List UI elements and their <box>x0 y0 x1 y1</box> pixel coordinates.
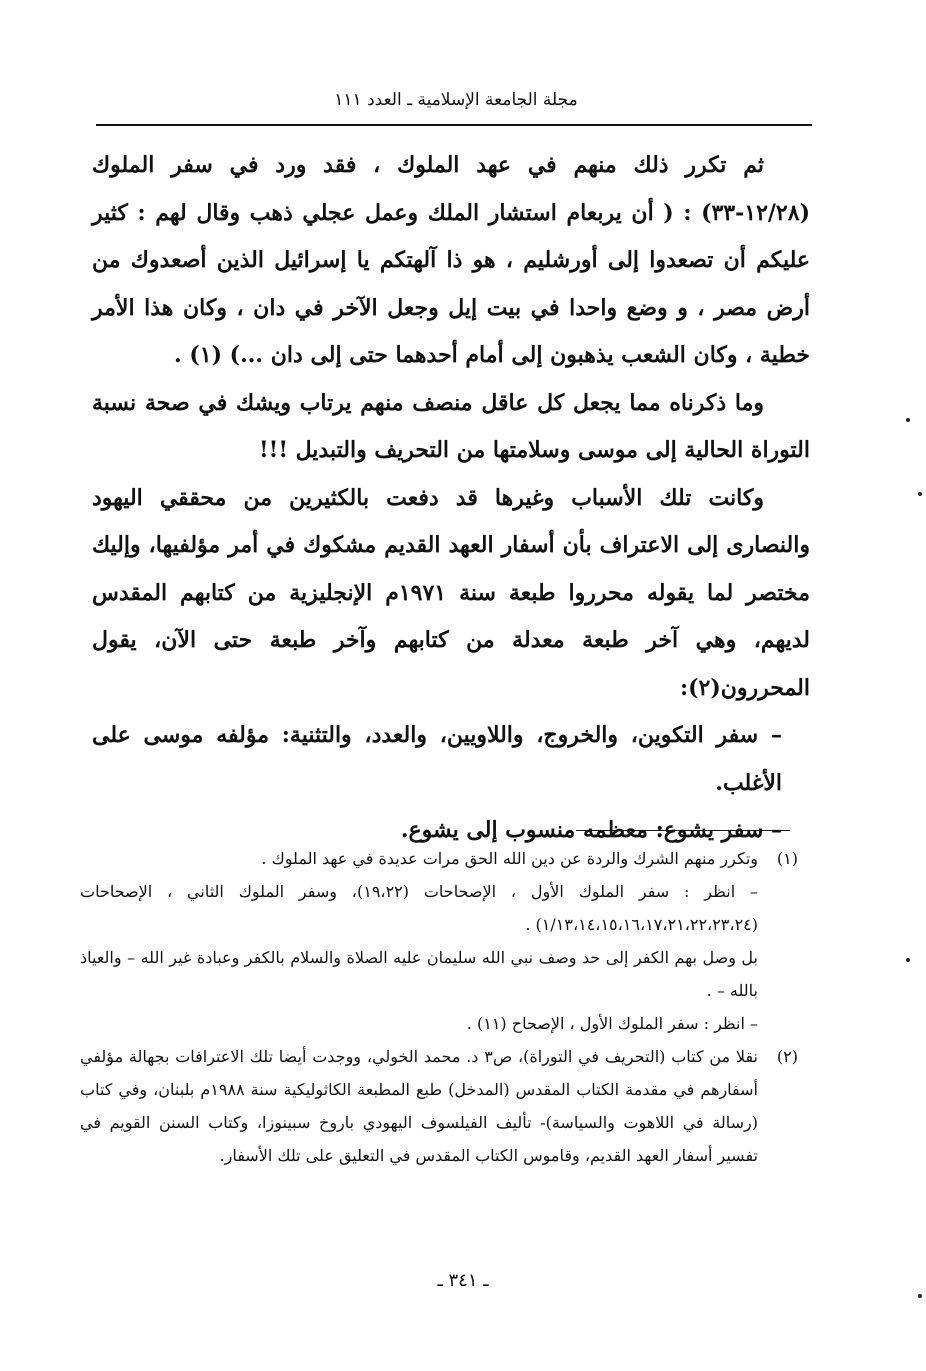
header-rule <box>96 124 812 126</box>
footnote-line: – انظر : سفر الملوك الأول ، الإصحاحات (١٩،٢٢)، وسفر الملوك الثاني ، الإصحاحات (١/١٣،١٤،١٥،١٦،١٧،٢١،٢٢،٢٣،٢٤) . <box>80 882 759 934</box>
footnote-2 <box>80 1040 798 1172</box>
page-number: ـ ٣٤١ ـ <box>437 1270 489 1291</box>
scan-speck <box>918 492 922 496</box>
list-item: – سفر يشوع: معظمه منسوب إلى يشوع. <box>400 817 782 843</box>
footnote-marker: (٢) <box>776 1047 798 1066</box>
footnote-line: بل وصل بهم الكفر إلى حد وصف نبي الله سليمان عليه الصلاة والسلام بالكفر وعبادة غير الله – والعياذ بالله – . <box>80 948 758 1000</box>
body-paragraph: وكانت تلك الأسباب وغيرها قد دفعت بالكثيرين من محققي اليهود والنصارى إلى الاعتراف بأن أسفار العهد القديم مشكوك في أمر مؤلفيها، وإليك مختصر لما يقوله محرروا طبعة سنة ١٩٧١م الإنجليزية من كتابهم المقدس لديهم، وهي آخر طبعة معدلة من كتابهم وآخر طبعة حتى الآن، يقول المحررون(٢): <box>92 484 810 701</box>
scan-speck <box>906 958 910 962</box>
footnote-line: – انظر : سفر الملوك الأول ، الإصحاح (١١) . <box>466 1014 758 1033</box>
footnote-line: وتكرر منهم الشرك والردة عن دين الله الحق مرات عديدة في عهد الملوك . <box>261 849 758 868</box>
body-paragraph: ثم تكرر ذلك منهم في عهد الملوك ، فقد ورد في سفر الملوك (١٢/٢٨-٣٣) : ( أن يربعام استشار الملك وعمل عجلي ذهب وقال لهم : كثير عليكم أن تصعدوا إلى أورشليم ، هو ذا آلهتكم يا إسرائيل الذين أصعدوك من أرض مصر ، و وضع واحدا في بيت إيل وجعل الآخر في دان ، وكان هذا الأمر خطية ، وكان الشعب يذهبون إلى أمام أحدهما حتى إلى دان ...) (١) . <box>92 152 810 368</box>
footnote-marker: (١) <box>776 849 798 868</box>
footnote-1 <box>80 842 798 1040</box>
footnote-separator <box>576 830 790 831</box>
scan-speck <box>906 418 910 422</box>
footnotes <box>80 842 798 1172</box>
main-text <box>92 142 810 855</box>
running-header: مجلة الجامعة الإسلامية ـ العدد ١١١ <box>334 90 578 110</box>
list-item: – سفر التكوين، والخروج، واللاويين، والعدد، والتثنية: مؤلفه موسى على الأغلب. <box>92 722 782 796</box>
footnote-line: نقلا من كتاب (التحريف في التوراة)، ص٣ د. محمد الخولي، ووجدت أيضا تلك الاعترافات بجهالة مؤلفي أسفارهم في مقدمة الكتاب المقدس (المدخل) طبع المطبعة الكاثوليكية سنة ١٩٨٨م بلبنان، وفي كتاب (رسالة في اللاهوت والسياسة)- تأليف الفيلسوف اليهودي باروخ سبينوزا، وكتاب السنن القويم في تفسير أسفار العهد القديم، وقاموس الكتاب المقدس في التعليق على تلك الأسفار. <box>80 1047 759 1165</box>
scan-speck <box>918 1294 922 1298</box>
body-paragraph: وما ذكرناه مما يجعل كل عاقل منصف منهم يرتاب ويشك في صحة نسبة التوراة الحالية إلى موسى وسلامتها من التحريف والتبديل !!! <box>92 389 810 463</box>
